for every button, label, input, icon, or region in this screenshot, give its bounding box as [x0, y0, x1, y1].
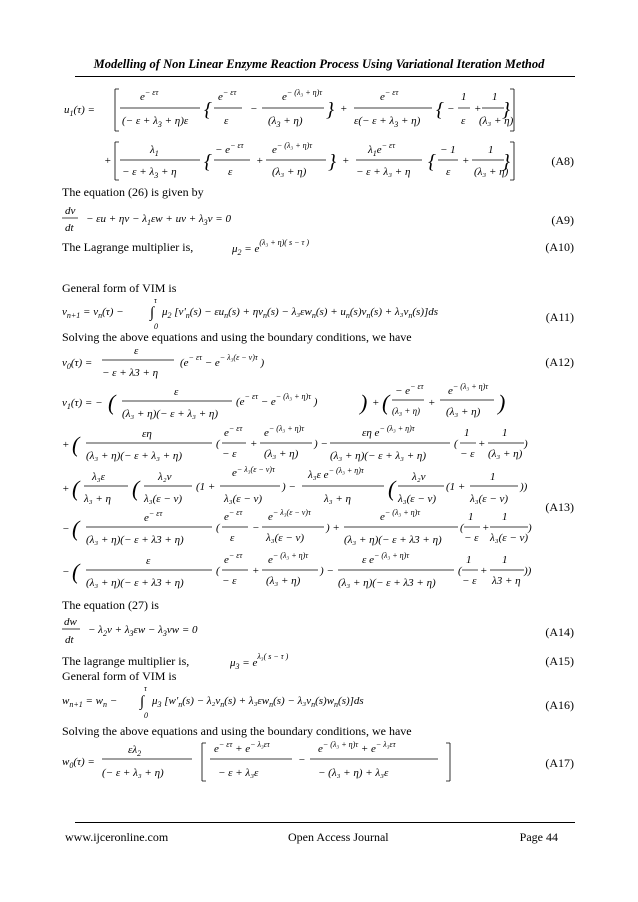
equation-a13-line5 — [62, 553, 532, 593]
svg-text:w0(τ) =: $w_0(\tau)$ = — [62, 756, 95, 770]
svg-text:) −: ) − — [320, 565, 334, 577]
svg-text:− ε: − ε — [460, 448, 475, 460]
svg-text:dw: dw — [64, 616, 77, 628]
running-header: Modelling of Non Linear Enzyme Reaction Process Using Variational Iteration Method — [93, 57, 545, 71]
svg-text:)): )) — [520, 481, 528, 493]
svg-text:(e− ετ − e− λ₃(ε − v)τ ): ($e^{- \varepsilon\tau} - e^{- \lambda_3(\varepsilon - v)\tau}$ ) — [180, 353, 265, 369]
svg-text:}: } — [502, 99, 510, 121]
svg-text:+: + — [462, 155, 470, 167]
svg-text:+: + — [482, 522, 490, 534]
svg-text:λ₃ + η: λ₃ + η — [324, 493, 351, 505]
equation-a13-line4 — [62, 510, 532, 550]
svg-text:ε(− ε + λ3 + η): $\varepsilon(- \varepsilon + \lambda_3 + \eta)$ — [354, 115, 421, 129]
svg-text:(λ₃ + η)(− ε + λ3 + η): (λ₃ + η)(− ε + λ3 + η) — [86, 534, 184, 546]
equation-number-a13: (A13) — [545, 500, 574, 514]
svg-text:e− λ₃(ε − v)τ: $e^{- \lambda_3(\varepsilon - v)\tau}$ — [268, 508, 311, 523]
svg-text:λ₃(ε − v): λ₃(ε − v) — [398, 493, 437, 505]
equation-number-a17: (A17) — [545, 756, 574, 770]
svg-text:(λ₃ + η)(− ε + λ₃ + η): (λ₃ + η)(− ε + λ₃ + η) — [330, 450, 427, 462]
svg-text:e− (λ₃ + η)τ: $e^{- (\lambda_3 + \eta)\tau}$ — [268, 551, 309, 566]
svg-text:λ₃(ε − v): λ₃(ε − v) — [266, 532, 305, 544]
svg-text:−: − — [298, 754, 306, 766]
svg-text:(: ( — [216, 522, 220, 534]
svg-text:) −: ) − — [282, 481, 296, 493]
svg-text:(: ( — [108, 390, 116, 415]
paragraph-lagrange-a10: The Lagrange multiplier is, — [62, 240, 194, 254]
svg-text:vn+1 = vn(τ) −: $v_{n+1} = v_n(\tau)$ − — [62, 306, 124, 320]
svg-text:) −: ) − — [314, 438, 328, 450]
svg-text:− (λ₃ + η) + λ₃ε: − (λ₃ + η) + λ₃ε — [318, 767, 389, 779]
svg-text:λ₃(ε − v): λ₃(ε − v) — [224, 493, 263, 505]
svg-text:(: ( — [388, 476, 396, 501]
paragraph-solving-1: Solving the above equations and using the boundary conditions, we have — [62, 330, 412, 344]
svg-text:(λ₃ + η)(− ε + λ3 + η): (λ₃ + η)(− ε + λ3 + η) — [344, 534, 442, 546]
svg-text:− e− ετ: − $e^{- \varepsilon\tau}$ — [215, 141, 244, 156]
svg-text:): ) — [360, 390, 368, 415]
svg-text:(e− ετ − e− (λ₃ + η)τ ): ($e^{- \varepsilon\tau} - e^{- (\lambda_3 + \eta)\tau}$ ) — [236, 392, 318, 408]
svg-text:(: ( — [72, 432, 80, 457]
svg-text:v0(τ) =: $v_0(\tau)$ = — [62, 357, 93, 371]
svg-text:(λ₃ + η)(− ε + λ3 + η): (λ₃ + η)(− ε + λ3 + η) — [338, 577, 436, 589]
svg-text:ε: ε — [230, 532, 235, 544]
svg-text:1: 1 — [492, 91, 498, 103]
svg-text:−: − — [252, 522, 260, 534]
svg-text:(λ₃ + η)(− ε + λ₃ + η): (λ₃ + η)(− ε + λ₃ + η) — [86, 450, 183, 462]
equation-a12 — [62, 344, 382, 380]
svg-text:(− ε + λ₃ + η): (− ε + λ₃ + η) — [102, 767, 164, 779]
svg-text:u1(τ) =: $u_1(\tau)$ = — [64, 104, 95, 118]
equation-number-a16: (A16) — [545, 698, 574, 712]
svg-text:{: { — [204, 151, 212, 173]
svg-text:1: 1 — [461, 91, 467, 103]
svg-text:−: − — [250, 103, 258, 115]
svg-text:ε: ε — [174, 386, 179, 398]
svg-text:(λ₃ + η): (λ₃ + η) — [479, 115, 514, 127]
equation-number-a14: (A14) — [545, 625, 574, 639]
svg-text:dt: dt — [65, 634, 74, 646]
svg-text:(: ( — [216, 438, 220, 450]
svg-text:e− ετ: $e^{- \varepsilon\tau}$ — [218, 88, 237, 103]
svg-text:+: + — [104, 155, 112, 167]
footer-page-number: Page 44 — [519, 830, 558, 844]
svg-text:ε: ε — [461, 115, 466, 127]
svg-text:(λ₃ + η)(− ε + λ3 + η): (λ₃ + η)(− ε + λ3 + η) — [86, 577, 184, 589]
svg-text:− 1: − 1 — [440, 144, 456, 156]
svg-text:dt: dt — [65, 222, 74, 234]
equation-a9 — [62, 203, 422, 235]
svg-text:ε: ε — [134, 345, 139, 357]
svg-text:− λ2v + λ3εw − λ3vw = 0: − $\lambda_2v + \lambda_3\varepsilon w - \lambda_3vw = 0$ — [88, 624, 198, 638]
svg-text:e− ετ: $e^{- \varepsilon\tau}$ — [224, 551, 243, 566]
svg-text:+: + — [340, 103, 348, 115]
svg-text:(: ( — [72, 559, 80, 584]
svg-text:λ1: $\lambda_1$ — [150, 144, 159, 158]
svg-text:μ2 [v'n(s) − εun(s) + ηvn(s) −: $\mu_2$ $[v'_n(s) - \varepsilon u_n(s) + \eta v_n(s) - \lambda_3\varepsilon w_n(s) + u_n(s)v_n(s) + \lambda_3v_n(s)]ds$ — [162, 306, 439, 320]
svg-text:− ε: − ε — [464, 532, 479, 544]
equation-u1-part1 — [62, 86, 522, 134]
svg-text:−: − — [62, 566, 70, 578]
svg-text:e− λ₃(ε − v)τ: $e^{- \lambda_3(\varepsilon - v)\tau}$ — [232, 465, 275, 479]
svg-text:τ: τ — [154, 296, 157, 305]
svg-text:(λ₃ + η): (λ₃ + η) — [446, 406, 481, 418]
svg-text:+: + — [252, 565, 260, 577]
svg-text:(: ( — [382, 390, 390, 415]
equation-number-a11: (A11) — [545, 310, 574, 324]
svg-text:μ2 = e(λ₃ + η)( s − τ ): $\mu_2 = e^{(\lambda_3 + \eta)( s - \tau )}$ — [232, 238, 309, 257]
svg-text:(λ₃ + η)(− ε + λ₃ + η): (λ₃ + η)(− ε + λ₃ + η) — [122, 408, 219, 420]
svg-text:ε: ε — [228, 166, 233, 178]
svg-text:−: − — [62, 523, 70, 535]
svg-text:λ₃ε e− (λ₃ + η)τ: λ₃ε $e^{- (\lambda_3 + \eta)\tau}$ — [308, 466, 364, 481]
footer-rule — [75, 822, 575, 823]
equation-number-a10: (A10) — [545, 240, 574, 254]
svg-text:e− ετ: $e^{- \varepsilon\tau}$ — [224, 508, 243, 523]
svg-text:}: } — [326, 99, 334, 121]
svg-text:+: + — [428, 397, 436, 409]
svg-text:dv: dv — [65, 205, 76, 217]
paragraph-general-vim-2: General form of VIM is — [62, 669, 177, 683]
footer-journal: Open Access Journal — [288, 830, 389, 844]
svg-text:): ) — [524, 438, 528, 450]
svg-text:(− ε + λ3 + η)ε: (− $\varepsilon + \lambda_3 + \eta)\varepsilon$ — [122, 115, 189, 129]
svg-text:τ: τ — [144, 684, 147, 693]
svg-text:(λ₃ + η): (λ₃ + η) — [264, 448, 299, 460]
svg-text:ε e− (λ₃ + η)τ: ε $e^{- (\lambda_3 + \eta)\tau}$ — [362, 551, 410, 566]
header-rule — [75, 76, 575, 77]
svg-text:− ε: − ε — [462, 575, 477, 587]
svg-text:(: ( — [454, 438, 458, 450]
svg-text:+: + — [256, 155, 264, 167]
svg-text:− εu + ηv − λ1εw + uv + λ3v =: − $\varepsilon u + \eta v - \lambda_1\varepsilon w$ + uv + $\lambda_3v = 0$ — [86, 213, 231, 227]
svg-text:0: 0 — [144, 711, 148, 720]
svg-text:1: 1 — [502, 427, 508, 439]
svg-text:ελ2: $\varepsilon\lambda_2$ — [128, 744, 142, 758]
svg-text:e− (λ₃ + η)τ: $e^{- (\lambda_3 + \eta)\tau}$ — [380, 508, 421, 523]
equation-a17 — [62, 740, 462, 786]
svg-text:∫: ∫ — [140, 694, 145, 710]
svg-text:− ε + λ3 + η: − ε + λ3 + η — [102, 367, 159, 379]
svg-text:− ε: − ε — [222, 575, 237, 587]
equation-a13-line2 — [62, 426, 532, 466]
svg-text:λ₃(ε − v): λ₃(ε − v) — [470, 493, 509, 505]
svg-text:): ) — [528, 522, 532, 534]
svg-text:1: 1 — [488, 144, 494, 156]
equation-a15 — [230, 648, 350, 670]
svg-text:(λ₃ + η): (λ₃ + η) — [266, 575, 301, 587]
svg-text:(λ3 + η): $(\lambda_3 + \eta)$ — [268, 115, 303, 129]
svg-text:λ₃ + η: λ₃ + η — [84, 493, 111, 505]
svg-text:(λ₃ + η): (λ₃ + η) — [272, 166, 307, 178]
svg-text:(λ₃ + η): (λ₃ + η) — [474, 166, 509, 178]
svg-text:e− (λ₃ + η)τ: $e^{- (\lambda_3 + \eta)\tau}$ — [448, 382, 489, 397]
svg-text:λ₃(ε − v): λ₃(ε − v) — [144, 493, 183, 505]
svg-text:e− (λ₃ + η)τ: $e^{- (\lambda_3 + \eta)\tau}$ — [282, 88, 323, 103]
svg-text:ε: ε — [224, 115, 229, 127]
svg-text:}: } — [502, 151, 510, 173]
svg-text:+: + — [480, 565, 488, 577]
svg-text:e− ετ: $e^{- \varepsilon\tau}$ — [144, 509, 163, 524]
svg-text:+: + — [250, 438, 258, 450]
svg-text:− e− ετ: − $e^{- \varepsilon\tau}$ — [395, 382, 424, 397]
svg-text:− ε + λ₃ε: − ε + λ₃ε — [218, 767, 259, 779]
svg-text:μ3 = eλ₃( s − τ ): $\mu_3 = e^{\lambda_3( s - \tau )}$ — [230, 652, 289, 671]
svg-text:e− ετ: $e^{- \varepsilon\tau}$ — [224, 424, 243, 439]
svg-text:−: − — [447, 103, 455, 115]
equation-a10 — [232, 234, 392, 256]
svg-text:εη e− (λ₃ + η)τ: εη $e^{- (\lambda_3 + \eta)\tau}$ — [362, 424, 415, 439]
paragraph-eq27-intro: The equation (27) is — [62, 598, 159, 612]
svg-text:{: { — [436, 99, 444, 121]
svg-text:− ε + λ3 + η: − $\varepsilon + \lambda_3 + \eta$ — [122, 166, 177, 180]
svg-text:λ3 + η: λ3 + η — [492, 575, 521, 587]
svg-text:(1 +: (1 + — [446, 481, 466, 493]
svg-text:) +: ) + — [326, 522, 340, 534]
svg-text:(: ( — [72, 516, 80, 541]
svg-text:ε: ε — [446, 166, 451, 178]
svg-text:μ3 [w'n(s) − λ₂vn(s) + λ₃εwn(s: $\mu_3$ $[w'_n(s) - \lambda_2v_n(s) + \lambda_3\varepsilon w_n(s) - \lambda_3v_n(s)w_n(s)]ds$ — [152, 695, 364, 709]
svg-text:e− ετ: $e^{- \varepsilon\tau}$ — [140, 88, 159, 103]
svg-text:}: } — [328, 151, 336, 173]
svg-text:∫: ∫ — [150, 305, 155, 321]
svg-text:): ) — [498, 390, 506, 415]
svg-text:λ₂v: λ₂v — [158, 471, 172, 483]
svg-text:{: { — [204, 99, 212, 121]
equation-a16 — [62, 682, 502, 720]
svg-text:1: 1 — [464, 427, 470, 439]
svg-text:εη: εη — [142, 428, 152, 440]
svg-text:)): )) — [524, 565, 532, 577]
svg-text:(: ( — [132, 476, 140, 501]
svg-text:(λ₃ + η): (λ₃ + η) — [392, 406, 421, 416]
svg-text:+: + — [478, 438, 486, 450]
svg-text:ε: ε — [146, 555, 151, 567]
svg-text:wn+1 = wn −: $w_{n+1} = w_n$ − — [62, 695, 118, 709]
svg-text:− ε: − ε — [222, 448, 237, 460]
svg-text:λ₃(ε − v): λ₃(ε − v) — [490, 532, 529, 544]
equation-a14 — [62, 614, 382, 648]
paragraph-lagrange-a15: The lagrange multiplier is, — [62, 654, 190, 668]
svg-text:+: + — [474, 103, 482, 115]
svg-text:+: + — [62, 483, 70, 495]
svg-text:e− (λ₃ + η)τ: $e^{- (\lambda_3 + \eta)\tau}$ — [264, 424, 305, 439]
equation-a13-line1 — [62, 384, 532, 424]
svg-text:+: + — [372, 397, 380, 409]
equation-number-a9: (A9) — [551, 213, 574, 227]
svg-text:e− (λ₃ + η)τ: $e^{- (\lambda_3 + \eta)\tau}$ — [272, 141, 313, 156]
svg-text:(: ( — [216, 565, 220, 577]
svg-text:1: 1 — [468, 511, 474, 523]
equation-number-a8: (A8) — [551, 154, 574, 168]
svg-text:(λ₃ + η): (λ₃ + η) — [488, 448, 523, 460]
svg-text:1: 1 — [502, 554, 508, 566]
svg-text:+: + — [62, 439, 70, 451]
svg-text:e− ετ: $e^{- \varepsilon\tau}$ — [380, 88, 399, 103]
paragraph-eq26-intro: The equation (26) is given by — [62, 185, 204, 199]
svg-text:λ1e− ετ: $\lambda_1e^{- \varepsilon\tau}$ — [368, 141, 396, 158]
paragraph-general-vim-1: General form of VIM is — [62, 281, 177, 295]
svg-text:1: 1 — [502, 511, 508, 523]
svg-text:(: ( — [458, 565, 462, 577]
svg-text:(: ( — [460, 522, 464, 534]
equation-number-a15: (A15) — [545, 654, 574, 668]
svg-text:{: { — [428, 151, 436, 173]
svg-text:(: ( — [72, 476, 80, 501]
svg-text:+: + — [342, 155, 350, 167]
paragraph-solving-2: Solving the above equations and using the boundary conditions, we have — [62, 724, 412, 738]
svg-text:e− ετ + e− λ₃ετ: $e^{- \varepsilon\tau} + e^{- \lambda_3\varepsilon\tau}$ — [214, 740, 270, 755]
equation-a11 — [62, 295, 532, 331]
svg-text:(1 +: (1 + — [196, 481, 216, 493]
svg-text:0: 0 — [154, 322, 158, 331]
equation-u1-part2 — [62, 140, 522, 184]
svg-text:− ε + λ₃ + η: − ε + λ₃ + η — [356, 166, 411, 178]
svg-text:λ₂v: λ₂v — [412, 471, 426, 483]
footer-website-link[interactable]: www.ijceronline.com — [65, 830, 169, 844]
svg-text:v1(τ) = −: $v_1(\tau)$ = − — [62, 397, 103, 411]
equation-number-a12: (A12) — [545, 355, 574, 369]
svg-text:λ₃ε: λ₃ε — [92, 471, 105, 483]
equation-a13-line3 — [62, 465, 532, 510]
svg-text:1: 1 — [490, 471, 496, 483]
svg-text:1: 1 — [466, 554, 472, 566]
svg-text:e− (λ₃ + η)τ + e− λ₃ετ: $e^{- (\lambda_3 + \eta)\tau} + e^{- \lambda_3\varepsilon\tau}$ — [318, 740, 396, 755]
